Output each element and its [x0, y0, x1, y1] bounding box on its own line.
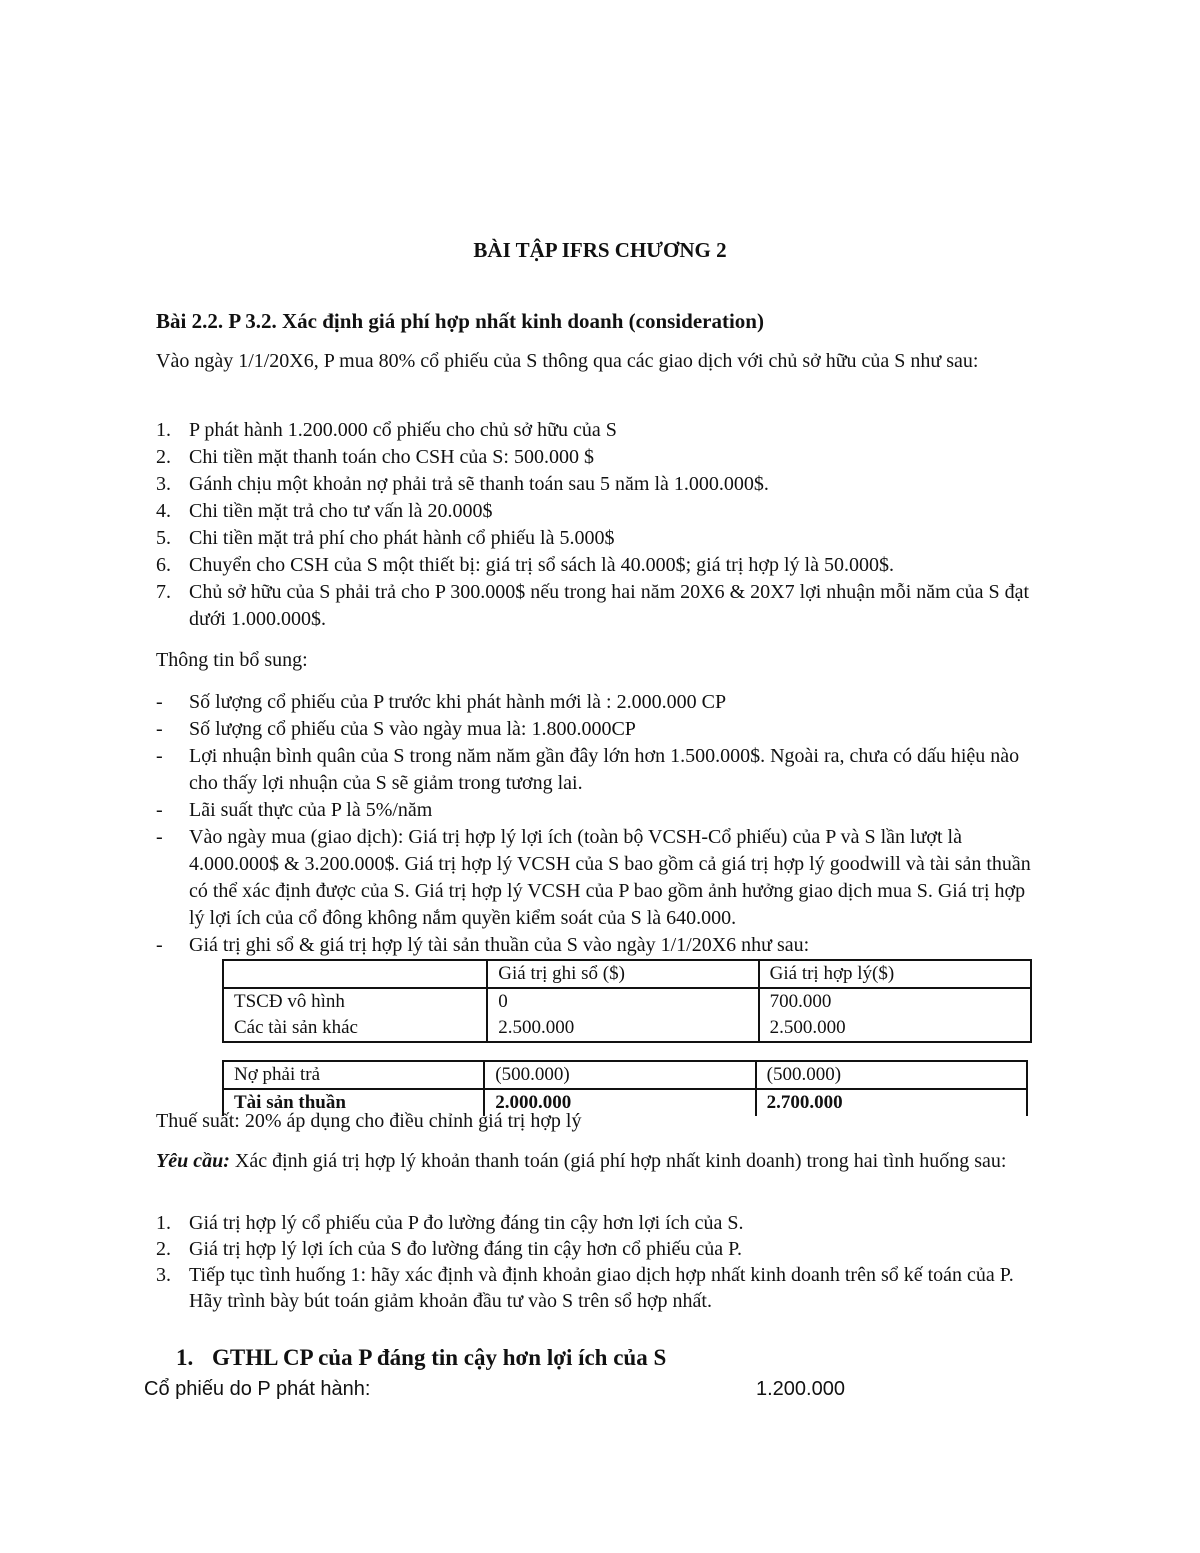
list-item: 6. Chuyển cho CSH của S một thiết bị: giá trị sổ sách là 40.000$; giá trị hợp lý là 50.000$.	[156, 554, 894, 576]
supplement-list	[156, 689, 1036, 959]
requirement	[156, 1148, 1036, 1175]
table-cell: Các tài sản khác	[223, 1015, 487, 1042]
list-item: 2. Giá trị hợp lý lợi ích của S đo lường đáng tin cậy hơn cổ phiếu của P.	[156, 1238, 743, 1260]
asset-table	[222, 959, 1032, 1043]
list-item: - Lãi suất thực của P là 5%/năm	[156, 799, 433, 821]
transaction-list	[156, 417, 1036, 633]
liability-table	[222, 1060, 1028, 1116]
table-row	[223, 1061, 1027, 1089]
table-cell: 2.000.000	[484, 1089, 755, 1116]
answer-line-label: Cổ phiếu do P phát hành:	[144, 1378, 371, 1400]
list-item: 1. Giá trị hợp lý cổ phiếu của P đo lường đáng tin cậy hơn lợi ích của S.	[156, 1212, 744, 1234]
table-header-cell: Giá trị hợp lý($)	[759, 960, 1031, 988]
exercise-intro: Vào ngày 1/1/20X6, P mua 80% cổ phiếu của S thông qua các giao dịch với chủ sở hữu của S như sau:	[156, 350, 979, 372]
table-row	[223, 1015, 1031, 1042]
list-item: - Vào ngày mua (giao dịch): Giá trị hợp lý lợi ích (toàn bộ VCSH-Cổ phiếu) của P và S lần lượt là 4.000.000$ & 3.200.000$. Giá trị hợp lý VCSH của S bao gồm cả giá trị hợp lý goodwill và tài sản thuần có thể xác định được của S. Giá trị hợp lý VCSH của P bao gồm ảnh hưởng giao dịch mua S. Giá trị hợp lý lợi ích của cổ đông không nắm quyền kiểm soát của S là 640.000.	[156, 826, 1031, 929]
table-header-cell: Giá trị ghi sổ ($)	[487, 960, 758, 988]
table-cell: 2.500.000	[759, 1015, 1031, 1042]
table-cell: Tài sản thuần	[223, 1089, 484, 1116]
tax-note: Thuế suất: 20% áp dụng cho điều chỉnh giá trị hợp lý	[156, 1110, 582, 1132]
list-item: 3. Tiếp tục tình huống 1: hãy xác định và định khoản giao dịch hợp nhất kinh doanh trên sổ kế toán của P. Hãy trình bày bút toán giảm khoản đầu tư vào S trên sổ hợp nhất.	[156, 1264, 1014, 1312]
table-cell: (500.000)	[756, 1061, 1027, 1089]
list-item: 3. Gánh chịu một khoản nợ phải trả sẽ thanh toán sau 5 năm là 1.000.000$.	[156, 473, 769, 495]
list-item: - Số lượng cổ phiếu của S vào ngày mua là: 1.800.000CP	[156, 718, 636, 740]
requirement-text: Xác định giá trị hợp lý khoản thanh toán (giá phí hợp nhất kinh doanh) trong hai tình huống sau:	[229, 1150, 1007, 1172]
list-item: - Số lượng cổ phiếu của P trước khi phát hành mới là : 2.000.000 CP	[156, 691, 727, 713]
answer-heading: 1. GTHL CP của P đáng tin cậy hơn lợi ích của S	[176, 1345, 667, 1370]
table-cell: 2.700.000	[756, 1089, 1027, 1116]
supplement-label: Thông tin bổ sung:	[156, 649, 308, 671]
table-header-row	[223, 960, 1031, 988]
table-cell: 700.000	[759, 988, 1031, 1015]
table-cell: Nợ phải trả	[223, 1061, 484, 1089]
table-cell: (500.000)	[484, 1061, 755, 1089]
page-title: BÀI TẬP IFRS CHƯƠNG 2	[473, 238, 727, 262]
list-item: 2. Chi tiền mặt thanh toán cho CSH của S: 500.000 $	[156, 446, 594, 468]
table-cell: TSCĐ vô hình	[223, 988, 487, 1015]
table-row	[223, 988, 1031, 1015]
answer-line-value: 1.200.000	[756, 1378, 845, 1400]
list-item: 5. Chi tiền mặt trả phí cho phát hành cổ phiếu là 5.000$	[156, 527, 615, 549]
table-cell: 2.500.000	[487, 1015, 758, 1042]
table-header-cell	[223, 960, 487, 988]
table-cell: 0	[487, 988, 758, 1015]
list-item: - Giá trị ghi sổ & giá trị hợp lý tài sản thuần của S vào ngày 1/1/20X6 như sau:	[156, 934, 810, 956]
requirement-list	[156, 1210, 1036, 1314]
list-item: 1. P phát hành 1.200.000 cổ phiếu cho chủ sở hữu của S	[156, 419, 617, 441]
requirement-label: Yêu cầu:	[156, 1150, 230, 1172]
list-item: 4. Chi tiền mặt trả cho tư vấn là 20.000$	[156, 500, 493, 522]
list-item: - Lợi nhuận bình quân của S trong năm năm gần đây lớn hơn 1.500.000$. Ngoài ra, chưa có dấu hiệu nào cho thấy lợi nhuận của S sẽ giảm trong tương lai.	[156, 745, 1020, 794]
list-item: 7. Chủ sở hữu của S phải trả cho P 300.000$ nếu trong hai năm 20X6 & 20X7 lợi nhuận mỗi năm của S đạt dưới 1.000.000$.	[156, 581, 1030, 630]
exercise-heading: Bài 2.2. P 3.2. Xác định giá phí hợp nhất kinh doanh (consideration)	[156, 309, 764, 333]
